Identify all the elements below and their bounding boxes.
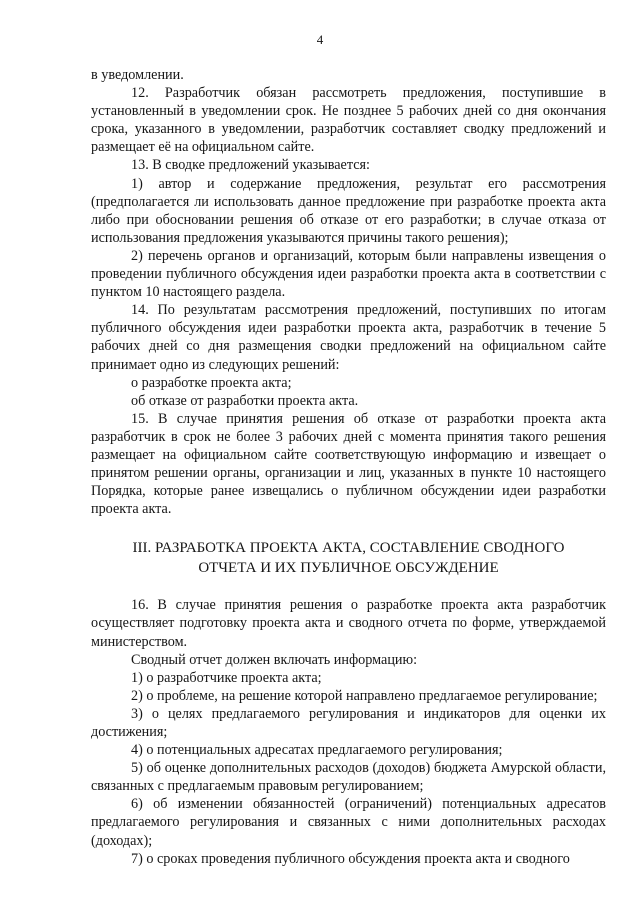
paragraph: 5) об оценке дополнительных расходов (доходов) бюджета Амурской области, связанных с предлагаемым правовым регулированием; (91, 760, 606, 795)
paragraph: 1) о разработчике проекта акта; (131, 669, 322, 686)
paragraph: 13. В сводке предложений указывается: (131, 157, 370, 174)
paragraph: в уведомлении. (91, 67, 184, 83)
section-heading-line-2: ОТЧЕТА И ИХ ПУБЛИЧНОЕ ОБСУЖДЕНИЕ (198, 560, 499, 577)
document-body (91, 66, 606, 868)
paragraph: Сводный отчет должен включать информацию: (131, 651, 418, 668)
paragraph: об отказе от разработки проекта акта. (131, 392, 359, 409)
paragraph: 2) о проблеме, на решение которой направлено предлагаемое регулирование; (131, 687, 598, 704)
paragraph: 16. В случае принятия решения о разработке проекта акта разработчик осуществляет подготовку проекта акта и сводного отчета по форме, утверждаемой министерством. (91, 597, 606, 650)
paragraph: 12. Разработчик обязан рассмотреть предложения, поступившие в установленный в уведомлении срок. Не позднее 5 рабочих дней со дня окончания срока, указанного в уведомлении, разработчик составляет сводку предложений и размещает её на официальном сайте. (91, 85, 606, 156)
paragraph: 6) об изменении обязанностей (ограничений) потенциальных адресатов предлагаемого регулирования и связанных с ними дополнительных расходах (доходах); (91, 796, 606, 849)
paragraph: 14. По результатам рассмотрения предложений, поступивших по итогам публичного обсуждения идеи разработки проекта акта, разработчик в течение 5 рабочих дней со дня размещения сводки предложений на официальном сайте принимает одно из следующих решений: (91, 302, 606, 373)
section-heading (91, 538, 606, 578)
paragraph: о разработке проекта акта; (131, 374, 292, 391)
paragraph: 2) перечень органов и организаций, которым были направлены извещения о проведении публичного обсуждения идеи разработки проекта акта в соответствии с пунктом 10 настоящего раздела. (91, 247, 606, 301)
paragraph: 15. В случае принятия решения об отказе от разработки проекта акта разработчик в срок не более 3 рабочих дней с момента принятия такого решения размещает на официальном сайте соответствующую информацию и извещает о принятом решении органы, организации и лиц, указанных в пункте 10 настоящего Порядка, которые ранее извещались о публичном обсуждении идеи разработки проекта акта. (91, 410, 606, 518)
paragraph: 3) о целях предлагаемого регулирования и индикаторов для оценки их достижения; (91, 705, 606, 740)
paragraph: 7) о сроках проведения публичного обсуждения проекта акта и сводного (131, 850, 570, 867)
page-number: 4 (316, 32, 324, 47)
section-heading-line-1: III. РАЗРАБОТКА ПРОЕКТА АКТА, СОСТАВЛЕНИЕ СВОДНОГО (132, 540, 565, 557)
paragraph: 4) о потенциальных адресатах предлагаемого регулирования; (131, 742, 503, 759)
paragraphs-after-heading (91, 596, 606, 867)
paragraphs-before-heading (91, 66, 606, 518)
paragraph: 1) автор и содержание предложения, результат его рассмотрения (предполагается ли использовать данное предложение при разработке проекта акта либо при обосновании решения об отказе от его разработки; в случае отказа от использования предложения указываются причины такого решения); (91, 175, 606, 246)
